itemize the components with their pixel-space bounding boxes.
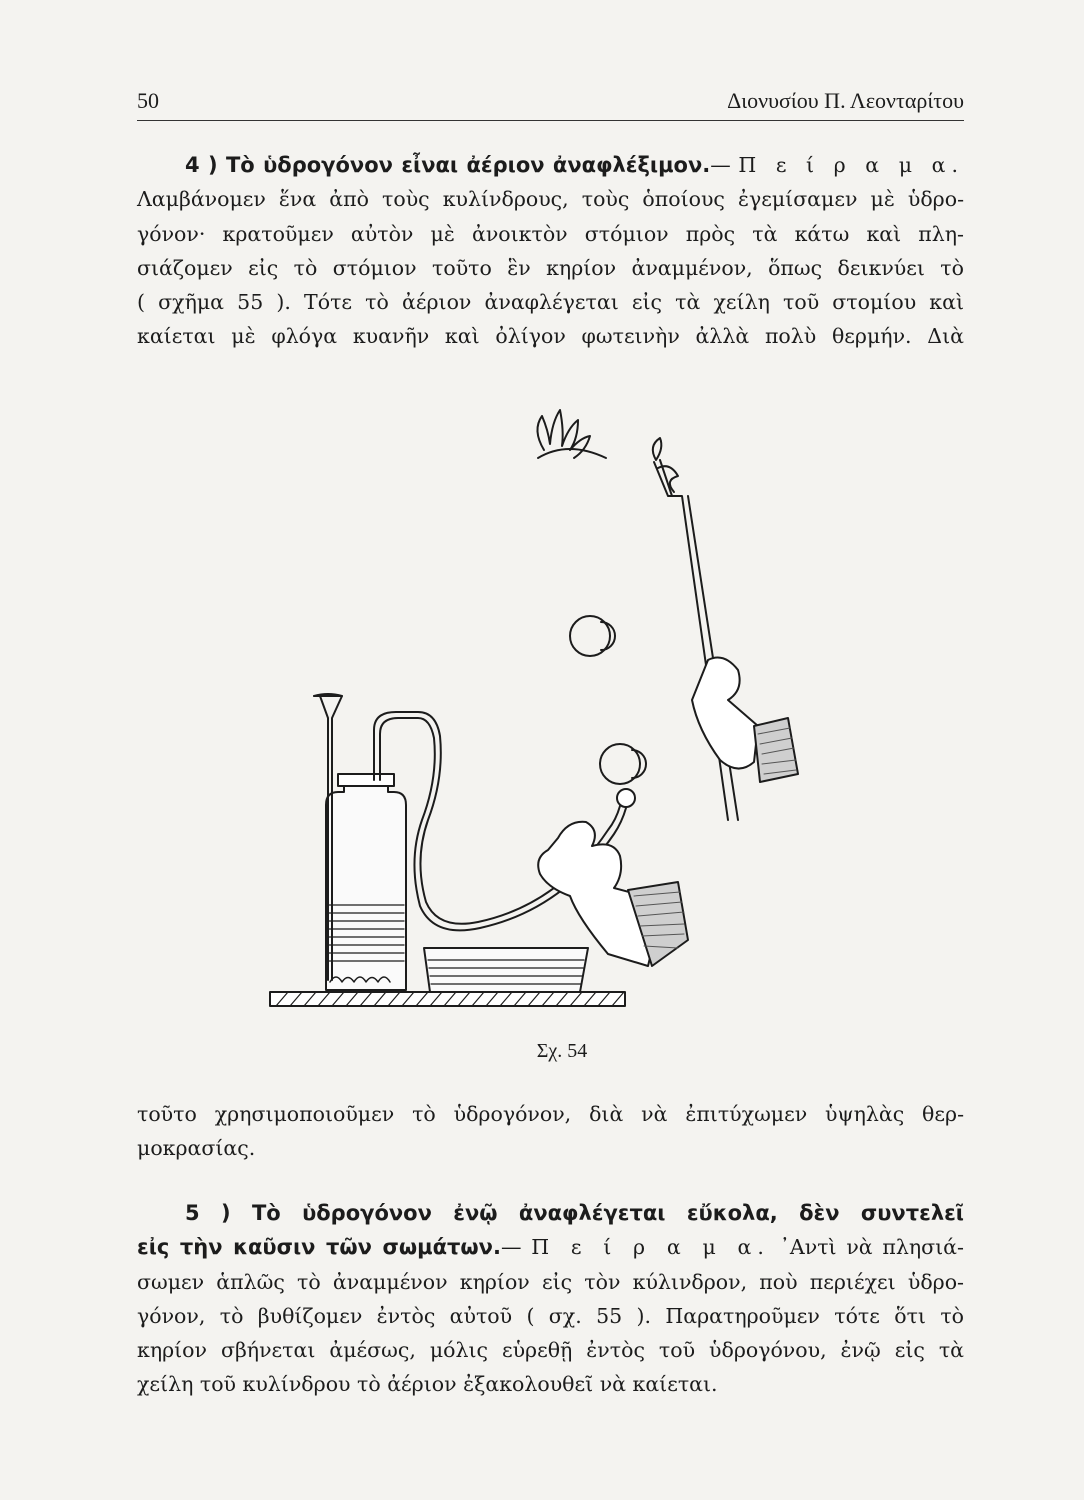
bottle-stopper [338,774,394,786]
paragraph-line: σωμεν ἁπλῶς τὸ ἀναμμένον κηρίον εἰς τὸν κύλινδρον, ποὺ περιέχει ὑδρο- [137,1269,964,1294]
paragraph-line: κηρίον σβήνεται ἀμέσως, μόλις εὑρεθῇ ἐντὸς τοῦ ὑδρογόνου, ἐνῷ εἰς τὰ [137,1338,964,1363]
paragraph-line: γόνον· κρατοῦμεν αὐτὸν μὲ ἀνοικτὸν στόμιον πρὸς τὰ κάτω καὶ πλη- [137,221,964,246]
bottle [326,782,406,990]
section-5-heading-cont: εἰς τὴν καῦσιν τῶν σωμάτων. [137,1235,501,1260]
page-header [137,84,964,121]
paragraph-line: ( σχῆμα 55 ). Τότε τὸ ἀέριον ἀναφλέγεται εἰς τὰ χείλη τοῦ στομίου καὶ [137,290,964,315]
continuation-paragraph [137,1097,964,1166]
running-title: Διονυσίου Π. Λεονταρίτου [727,88,964,113]
candle-flame-small [653,438,662,460]
paragraph-text: ᾿Αντὶ νὰ πλησιά- [779,1235,964,1260]
section-4-paragraph [137,148,964,354]
section-4-heading: 4 ) Τὸ ὑδρογόνον εἶναι ἀέριον ἀναφλέξιμον. [185,153,711,177]
paragraph-line: χείλη τοῦ κυλίνδρου τὸ ἀέριον ἐξακολουθεῖ νὰ καίεται. [137,1372,718,1397]
section-4-heading-line [137,148,964,182]
heading-dash: — [710,153,731,177]
page-number: 50 [137,88,159,113]
upper-hand [692,658,758,769]
figure-caption: Σχ. 54 [536,1040,588,1062]
paragraph-line: Λαμβάνομεν ἕνα ἀπὸ τοὺς κυλίνδρους, τοὺς ὁποίους ἐγεμίσαμεν μὲ ὑδρο- [137,187,964,212]
paragraph-line: μοκρασίας. [137,1136,256,1161]
section-5-heading-line-2 [137,1230,964,1264]
paragraph-line: σιάζομεν εἰς τὸ στόμιον τοῦτο ἓν κηρίον ἀναμμένον, ὅπως δεικνύει τὸ [137,255,964,280]
experiment-label: Π ε ί ρ α μ α. [531,1235,770,1260]
section-5-heading: 5 ) Τὸ ὑδρογόνον ἐνῷ ἀναφλέγεται εὔκολα, δὲν συντελεῖ [185,1201,964,1225]
paragraph-line: καίεται μὲ φλόγα κυανῆν καὶ ὀλίγον φωτεινὴν ἀλλὰ πολὺ θερμήν. Διὰ [137,324,964,349]
section-5-heading-line [137,1196,964,1230]
trough [424,948,588,992]
tube-nozzle [617,789,635,807]
paragraph-line: γόνον, τὸ βυθίζομεν ἐντὸς αὐτοῦ ( σχ. 55 ). Παρατηροῦμεν τότε ὅτι τὸ [137,1303,964,1328]
experiment-label: Π ε ί ρ α μ α. [738,153,964,177]
paragraph-line: τοῦτο χρησιμοποιοῦμεν τὸ ὑδρογόνον, διὰ νὰ ἐπιτύχωμεν ὑψηλὰς θερ- [137,1102,964,1126]
section-5-paragraph [137,1196,964,1402]
figure-54-illustration [268,400,828,1020]
heading-dash: — [500,1235,522,1260]
